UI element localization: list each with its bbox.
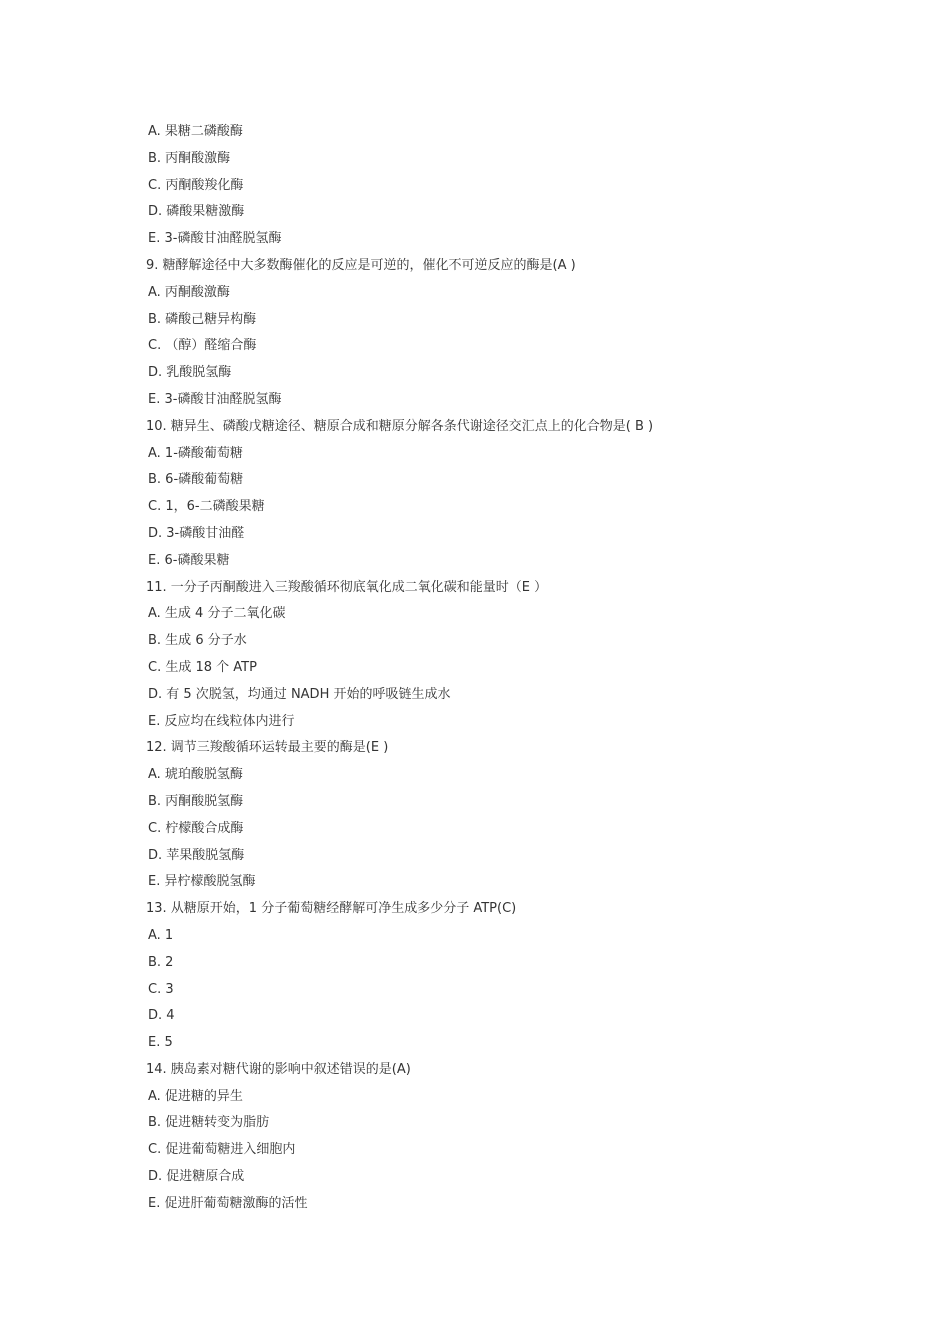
answer-option: C. 生成 18 个 ATP: [148, 659, 257, 675]
answer-option: D. 磷酸果糖激酶: [148, 204, 245, 220]
answer-option: A. 丙酮酸激酶: [148, 284, 230, 300]
answer-option: A. 1: [148, 927, 174, 943]
answer-option: A. 琥珀酸脱氢酶: [148, 767, 243, 783]
answer-option: B. 丙酮酸激酶: [148, 150, 231, 166]
answer-option: D. 3-磷酸甘油醛: [148, 525, 245, 541]
answer-option: A. 果糖二磷酸酶: [148, 124, 243, 139]
answer-option: C. （醇）醛缩合酶: [148, 338, 257, 354]
answer-option: A. 生成 4 分子二氧化碳: [148, 606, 286, 622]
answer-option: C. 1，6-二磷酸果糖: [148, 499, 265, 515]
answer-option: C. 促进葡萄糖进入细胞内: [148, 1142, 296, 1158]
answer-option: E. 反应均在线粒体内进行: [148, 713, 295, 729]
answer-option: A. 促进糖的异生: [148, 1088, 243, 1104]
answer-option: E. 6-磷酸果糖: [148, 552, 230, 568]
answer-option: B. 丙酮酸脱氢酶: [148, 793, 244, 809]
answer-option: C. 柠檬酸合成酶: [148, 820, 244, 836]
answer-option: D. 苹果酸脱氢酶: [148, 847, 245, 863]
question-text: 10. 糖异生、磷酸戊糖途径、糖原合成和糖原分解各条代谢途径交汇点上的化合物是( B ): [146, 418, 654, 434]
question-text: 14. 胰岛素对糖代谢的影响中叙述错误的是(A): [146, 1061, 411, 1077]
answer-option: C. 丙酮酸羧化酶: [148, 177, 244, 193]
question-list: [146, 122, 906, 1221]
answer-option: D. 有 5 次脱氢，均通过 NADH 开始的呼吸链生成水: [148, 686, 451, 702]
answer-option: C. 3: [148, 981, 174, 997]
answer-option: D. 乳酸脱氢酶: [148, 365, 232, 381]
answer-option: B. 生成 6 分子水: [148, 633, 247, 649]
answer-option: E. 促进肝葡萄糖激酶的活性: [148, 1195, 308, 1211]
answer-option: E. 5: [148, 1035, 173, 1051]
answer-option: E. 3-磷酸甘油醛脱氢酶: [148, 231, 282, 247]
answer-option: D. 4: [148, 1008, 175, 1024]
answer-option: A. 1-磷酸葡萄糖: [148, 445, 243, 461]
answer-option: B. 6-磷酸葡萄糖: [148, 472, 244, 488]
answer-option: E. 异柠檬酸脱氢酶: [148, 874, 256, 890]
question-text: 13. 从糖原开始，1 分子葡萄糖经酵解可净生成多少分子 ATP(C): [146, 901, 517, 917]
question-text: 11. 一分子丙酮酸进入三羧酸循环彻底氧化成二氧化碳和能量时（E ）: [146, 579, 548, 595]
answer-option: B. 促进糖转变为脂肪: [148, 1115, 270, 1131]
answer-option: B. 磷酸己糖异构酶: [148, 311, 257, 327]
answer-option: E. 3-磷酸甘油醛脱氢酶: [148, 391, 282, 407]
answer-option: D. 促进糖原合成: [148, 1169, 245, 1185]
question-text: 9. 糖酵解途径中大多数酶催化的反应是可逆的，催化不可逆反应的酶是(A ): [146, 257, 576, 273]
answer-option: B. 2: [148, 954, 174, 970]
question-text: 12. 调节三羧酸循环运转最主要的酶是(E ): [146, 740, 389, 756]
